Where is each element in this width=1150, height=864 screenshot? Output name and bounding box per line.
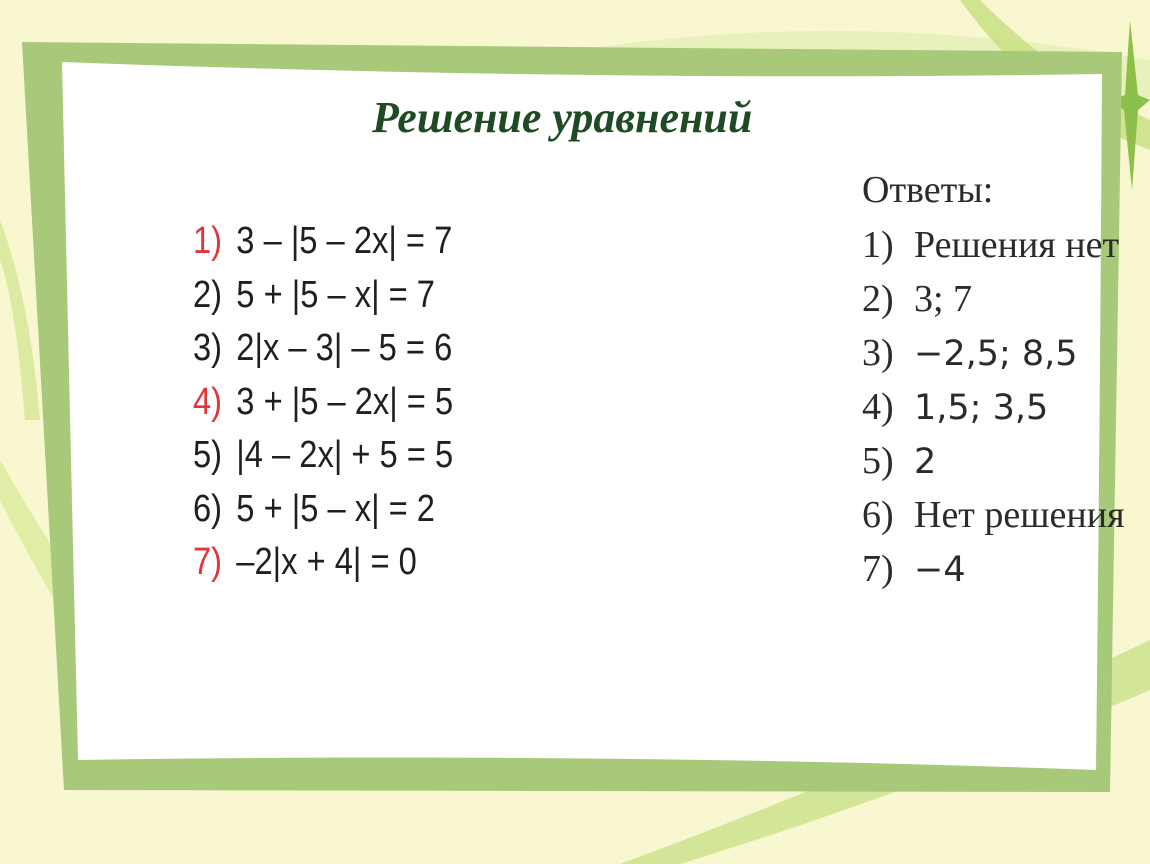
answer-number: 7) (862, 548, 894, 590)
slide-title: Решение уравнений (372, 93, 753, 142)
equation-number: 2) (193, 273, 223, 316)
equation-item (193, 322, 453, 376)
answer-number: 1) (862, 224, 894, 266)
answer-text: 1,5; 3,5 (914, 388, 1049, 428)
equation-text: |4 – 2x| + 5 = 5 (236, 434, 454, 476)
equation-number: 3) (193, 327, 223, 369)
equation-text: 5 + |5 – x| = 7 (236, 273, 435, 316)
answer-text: −4 (914, 550, 966, 590)
equation-number: 1) (193, 220, 223, 262)
equation-item (193, 483, 453, 537)
answer-text: 2 (914, 442, 937, 482)
answer-item (862, 326, 1125, 380)
answer-text: Решения нет (914, 224, 1120, 266)
equation-list (193, 215, 496, 590)
equation-number: 5) (193, 434, 223, 476)
answer-number: 5) (862, 440, 894, 482)
answer-item (862, 488, 1125, 542)
answer-text: −2,5; 8,5 (914, 334, 1078, 374)
equation-item (193, 376, 453, 430)
answer-item (862, 434, 1125, 488)
answer-number: 6) (862, 494, 894, 536)
equation-item (193, 536, 453, 590)
equation-item (193, 269, 453, 323)
answer-number: 4) (862, 386, 894, 428)
equation-item (193, 215, 453, 269)
answer-item (862, 542, 1125, 596)
answer-number: 3) (862, 332, 894, 374)
answer-text: 3; 7 (914, 278, 973, 320)
equation-number: 7) (193, 541, 223, 583)
equation-text: 2|x – 3| – 5 = 6 (236, 327, 453, 369)
equation-item (193, 429, 453, 483)
answer-number: 2) (862, 278, 894, 320)
equation-text: 3 + |5 – 2x| = 5 (236, 380, 454, 423)
equation-text: 5 + |5 – x| = 2 (236, 487, 435, 530)
equation-text: 3 – |5 – 2x| = 7 (236, 220, 453, 262)
answers-heading: Ответы: (862, 169, 994, 211)
answer-text: Нет решения (914, 494, 1125, 536)
equation-number: 6) (193, 487, 223, 530)
answer-item (862, 380, 1125, 434)
answer-list (862, 218, 1125, 596)
answer-item (862, 218, 1125, 272)
equation-number: 4) (193, 380, 223, 423)
answer-item (862, 272, 1125, 326)
equation-text: –2|x + 4| = 0 (236, 541, 417, 583)
